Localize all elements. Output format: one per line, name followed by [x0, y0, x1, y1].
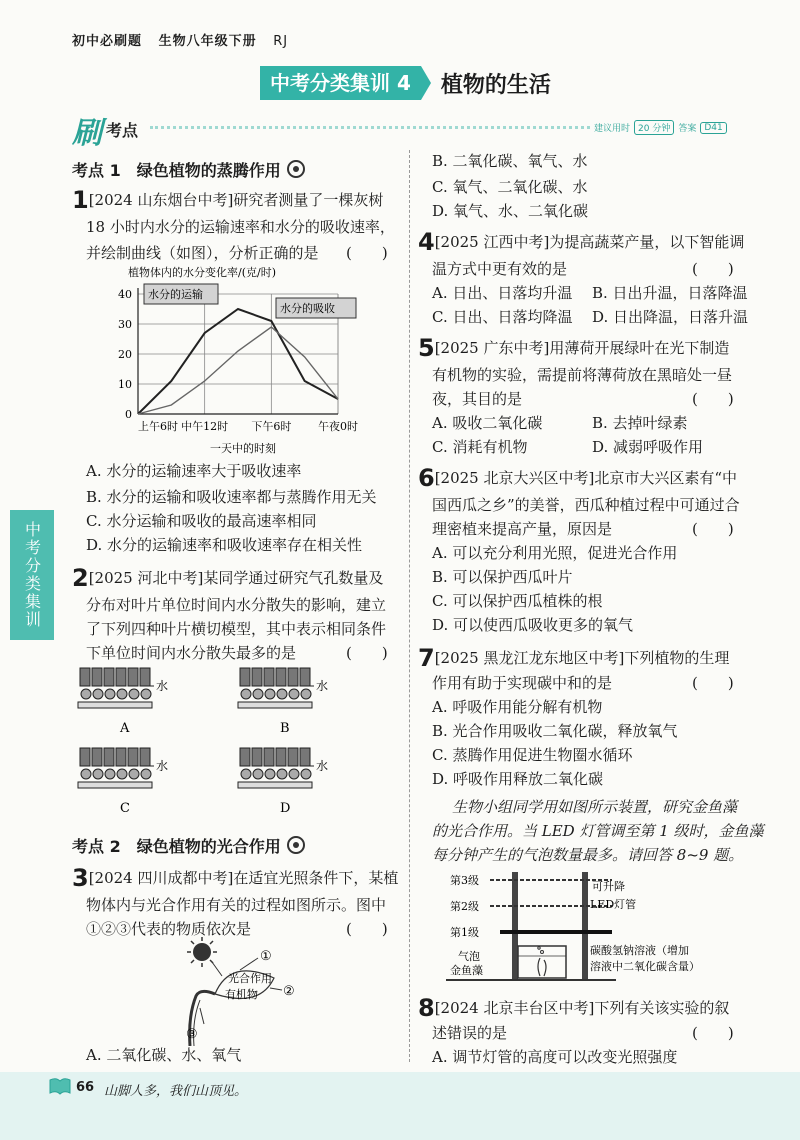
column-divider: [409, 150, 410, 1062]
q7-option-a[interactable]: A. 呼吸作用能分解有机物: [432, 698, 603, 716]
q2-line-3: 了下列四种叶片横切模型，其中表示相同条件: [86, 620, 387, 638]
q3-photosynthesis-diagram: [170, 936, 310, 1046]
palisade-cell: [140, 748, 150, 766]
time-info: [594, 120, 727, 135]
process-label: 光合作用: [228, 972, 272, 985]
spongy-cell: [81, 769, 91, 779]
chart-xlabel: 一天中的时刻: [210, 442, 276, 455]
legend-label-2: 水分的吸收: [280, 302, 335, 315]
q6-option-a[interactable]: A. 可以充分利用光照，促进光合作用: [432, 544, 678, 562]
q3-line-3: ①②③代表的物质依次是: [86, 920, 252, 938]
spongy-cell: [117, 769, 127, 779]
q4-number: 4: [418, 228, 435, 256]
spongy-cell: [117, 689, 127, 699]
palisade-cell: [116, 748, 126, 766]
lower-epidermis: [238, 702, 312, 708]
palisade-cell: [128, 668, 138, 686]
lower-epidermis: [78, 782, 152, 788]
q8-line-1: [418, 996, 729, 1020]
q4-option-b[interactable]: B. 日出升温，日落降温: [592, 284, 748, 302]
plant-label: 金鱼藻: [450, 964, 483, 977]
kaodian-label: 考点: [106, 121, 139, 140]
q2-line-2: 分布对叶片单位时间内水分散失的影响，建立: [86, 596, 387, 614]
q6-option-b[interactable]: B. 可以保护西瓜叶片: [432, 568, 573, 586]
q2-leaf-models: [74, 664, 404, 824]
palisade-cell: [300, 668, 310, 686]
bubble-icon: [541, 951, 544, 954]
q8-line-2: 述错误的是: [432, 1024, 508, 1042]
q5-option-b[interactable]: B. 去掉叶绿素: [592, 414, 688, 432]
palisade-cell: [288, 748, 298, 766]
answer-page: D41: [700, 122, 726, 134]
solution-label-1: 碳酸氢钠溶液（增加: [590, 944, 689, 957]
spongy-cell: [265, 769, 275, 779]
time-value: 20 分钟: [634, 120, 674, 135]
header: [72, 30, 288, 49]
bubble-icon: [538, 947, 540, 949]
leaf-model-D: [238, 748, 328, 816]
q1-option-a[interactable]: A. 水分的运输速率大于吸收速率: [86, 462, 302, 480]
water-label: 水: [316, 759, 329, 773]
section-1-title: 考点 1 绿色植物的蒸腾作用: [72, 161, 281, 180]
palisade-cell: [252, 748, 262, 766]
time-label: 建议用时: [594, 124, 631, 134]
x-tick-label: 下午6时: [251, 420, 292, 433]
q4-answer-paren[interactable]: ( ): [692, 260, 734, 278]
q5-option-a[interactable]: A. 吸收二氧化碳: [432, 414, 543, 432]
q4-line-1: [418, 230, 744, 254]
q1-text-1: [2024 山东烟台中考]研究者测量了一棵灰树: [88, 191, 384, 209]
palisade-cell: [276, 748, 286, 766]
lower-epidermis: [78, 702, 152, 708]
palisade-cell: [104, 668, 114, 686]
palisade-cell: [116, 668, 126, 686]
y-tick-label: 0: [125, 408, 132, 421]
q8-option-a[interactable]: A. 调节灯管的高度可以改变光照强度: [432, 1048, 678, 1066]
page-number: 66: [76, 1080, 95, 1095]
q6-line-3: 理密植来提高产量，原因是: [432, 520, 613, 538]
palisade-cell: [104, 748, 114, 766]
spongy-cell: [301, 769, 311, 779]
chapter-title: [260, 66, 551, 100]
lower-epidermis: [238, 782, 312, 788]
q6-text-1: [2025 北京大兴区中考]北京市大兴区素有“中: [434, 469, 738, 487]
section-2-heading: [72, 834, 305, 857]
palisade-cell: [92, 748, 102, 766]
q8-answer-paren[interactable]: ( ): [692, 1024, 734, 1042]
spongy-cell: [93, 769, 103, 779]
spongy-cell: [253, 689, 263, 699]
q5-line-3: 夜，其目的是: [432, 390, 523, 408]
palisade-cell: [252, 668, 262, 686]
q1-option-d[interactable]: D. 水分的运输速率和吸收速率存在相关性: [86, 536, 363, 554]
q3-number: 3: [72, 864, 89, 892]
q1-line-1: [72, 188, 383, 212]
chart-title: 植物体内的水分变化率/(克/时): [128, 266, 276, 279]
q1-chart: [110, 262, 370, 462]
q7-line-2: 作用有助于实现碳中和的是: [432, 674, 613, 692]
q5-line-1: [418, 336, 729, 360]
spongy-cell: [289, 689, 299, 699]
palisade-cell: [240, 748, 250, 766]
spongy-cell: [93, 689, 103, 699]
q7-line-1: [418, 646, 729, 670]
q7-number: 7: [418, 644, 435, 672]
q3-answer-paren[interactable]: ( ): [346, 920, 388, 938]
q3-option-d[interactable]: D. 氧气、水、二氧化碳: [432, 202, 589, 220]
q3-text-1: [2024 四川成都中考]在适宜光照条件下，某植: [88, 869, 399, 887]
label-2: ②: [283, 984, 295, 999]
palisade-cell: [80, 668, 90, 686]
level-2-label: 第2级: [450, 900, 479, 913]
q2-line-4: 下单位时间内水分散失最多的是: [86, 644, 297, 662]
q5-text-1: [2025 广东中考]用薄荷开展绿叶在光下制造: [434, 339, 730, 357]
led-label: LED灯管: [590, 898, 637, 911]
palisade-cell: [264, 668, 274, 686]
spongy-cell: [289, 769, 299, 779]
q7-answer-paren[interactable]: ( ): [692, 674, 734, 692]
q7-option-d[interactable]: D. 呼吸作用释放二氧化碳: [432, 770, 604, 788]
liftable-label: 可升降: [592, 880, 625, 893]
label-3: ③: [186, 1027, 198, 1042]
palisade-cell: [288, 668, 298, 686]
q5-answer-paren[interactable]: ( ): [692, 390, 734, 408]
spongy-cell: [241, 689, 251, 699]
palisade-cell: [140, 668, 150, 686]
palisade-cell: [80, 748, 90, 766]
leaf-model-A: [78, 668, 168, 736]
right-pole: [582, 872, 588, 980]
spongy-cell: [105, 689, 115, 699]
q6-option-d[interactable]: D. 可以使西瓜吸收更多的氧气: [432, 616, 634, 634]
badge-arrow: [421, 66, 431, 100]
q3-option-b[interactable]: B. 二氧化碳、氧气、水: [432, 152, 588, 170]
apparatus-diagram: [440, 868, 760, 988]
choice-label: B: [280, 721, 290, 736]
q3-option-c[interactable]: C. 氧气、二氧化碳、水: [432, 178, 588, 196]
q1-option-b[interactable]: B. 水分的运输和吸收速率都与蒸腾作用无关: [86, 488, 377, 506]
y-tick-label: 30: [118, 318, 132, 331]
q1-answer-paren[interactable]: ( ): [346, 244, 388, 262]
section-1-heading: [72, 158, 305, 181]
q8-number: 8: [418, 994, 435, 1022]
q5-option-c[interactable]: C. 消耗有机物: [432, 438, 528, 456]
q5-option-d[interactable]: D. 减弱呼吸作用: [592, 438, 704, 456]
side-tab: 中考分类集训: [10, 510, 54, 640]
water-label: 水: [156, 759, 169, 773]
target-icon: [287, 160, 305, 178]
left-pole: [512, 872, 518, 980]
q7-text-1: [2025 黑龙江龙东地区中考]下列植物的生理: [434, 649, 730, 667]
water-label: 水: [156, 679, 169, 693]
spongy-cell: [81, 689, 91, 699]
palisade-cell: [128, 748, 138, 766]
y-tick-label: 10: [118, 378, 132, 391]
edition: RJ: [273, 34, 289, 49]
spongy-cell: [301, 689, 311, 699]
product-label: 有机物: [225, 988, 258, 1001]
q7-option-b[interactable]: B. 光合作用吸收二氧化碳，释放氧气: [432, 722, 678, 740]
x-tick-label: 午夜0时: [318, 420, 358, 433]
spongy-cell: [265, 689, 275, 699]
q6-number: 6: [418, 464, 435, 492]
x-tick-label: 中午12时: [181, 420, 229, 433]
chart-series: [138, 309, 338, 414]
q1-number: 1: [72, 186, 89, 214]
label-1: ①: [260, 949, 272, 964]
spongy-cell: [105, 769, 115, 779]
spongy-cell: [277, 689, 287, 699]
q5-number: 5: [418, 334, 435, 362]
q4-text-1: [2025 江西中考]为提高蔬菜产量，以下智能调: [434, 233, 745, 251]
leaf-model-C: [78, 748, 168, 816]
book-icon: [48, 1076, 72, 1096]
choice-label: C: [120, 801, 130, 816]
plant-icon: [538, 958, 546, 976]
x-tick-label: 上午6时: [138, 420, 178, 433]
q2-line-1: [72, 566, 383, 590]
spongy-cell: [141, 769, 151, 779]
footer-slogan: 山脚人多，我们山顶见。: [104, 1084, 248, 1099]
dotted-divider: [150, 126, 590, 129]
spongy-cell: [277, 769, 287, 779]
series-line-2: [138, 327, 338, 414]
q3-option-a[interactable]: A. 二氧化碳、水、氧气: [86, 1046, 242, 1064]
q7-option-c[interactable]: C. 蒸腾作用促进生物圈水循环: [432, 746, 633, 764]
y-tick-label: 40: [118, 288, 132, 301]
q4-option-d[interactable]: D. 日出降温，日落升温: [592, 308, 749, 326]
level-3-label: 第3级: [450, 874, 479, 887]
bubble-label: 气泡: [458, 950, 480, 963]
chapter-badge: 中考分类集训 4: [260, 66, 421, 100]
spongy-cell: [141, 689, 151, 699]
subject-name: 生物八年级下册: [158, 34, 257, 49]
q8-text-1: [2024 北京丰台区中考]下列有关该实验的叙: [434, 999, 730, 1017]
intro-line-3: 每分钟产生的气泡数量最多。请回答 8~9 题。: [432, 846, 744, 864]
answer-label: 答案: [678, 124, 697, 134]
intro-line-1: 生物小组同学用如图所示装置，研究金鱼藻: [452, 798, 738, 816]
choice-label: A: [120, 721, 130, 736]
q6-line-1: [418, 466, 737, 490]
q1-line-2: 18 小时内水分的运输速率和水分的吸收速率，: [86, 218, 395, 236]
target-icon: [287, 836, 305, 854]
choice-label: D: [280, 801, 291, 816]
spongy-cell: [129, 689, 139, 699]
palisade-cell: [92, 668, 102, 686]
brush-logo: 刷: [72, 116, 102, 151]
spongy-cell: [129, 769, 139, 779]
q5-line-2: 有机物的实验，需提前将薄荷放在黑暗处一昼: [432, 366, 733, 384]
q2-answer-paren[interactable]: ( ): [346, 644, 388, 662]
spongy-cell: [253, 769, 263, 779]
water-label: 水: [316, 679, 329, 693]
palisade-cell: [264, 748, 274, 766]
chapter-name: 植物的生活: [440, 71, 551, 98]
q1-option-c[interactable]: C. 水分运输和吸收的最高速率相同: [86, 512, 317, 530]
q3-line-2: 物体内与光合作用有关的过程如图所示。图中: [86, 896, 387, 914]
palisade-cell: [300, 748, 310, 766]
palisade-cell: [240, 668, 250, 686]
q2-text-1: [2025 河北中考]某同学通过研究气孔数量及: [88, 569, 384, 587]
q4-line-2: 温方式中更有效的是: [432, 260, 568, 278]
intro-line-2: 的光合作用。当 LED 灯管调至第 1 级时，金鱼藻: [432, 822, 764, 840]
solution-label-2: 溶液中二氧化碳含量）: [590, 960, 700, 973]
q6-line-2: 国西瓜之乡”的美誉，西瓜种植过程中可通过合: [432, 496, 740, 514]
q1-line-3: 并绘制曲线（如图），分析正确的是: [86, 244, 319, 262]
palisade-cell: [276, 668, 286, 686]
spongy-cell: [241, 769, 251, 779]
legend-label-1: 水分的运输: [148, 288, 203, 301]
q4-option-a[interactable]: A. 日出、日落均升温: [432, 284, 573, 302]
series-name: 初中必刷题: [72, 34, 143, 49]
q4-option-c[interactable]: C. 日出、日落均降温: [432, 308, 573, 326]
y-tick-label: 20: [118, 348, 132, 361]
leaf-model-B: [238, 668, 328, 736]
q3-line-1: [72, 866, 398, 890]
level-1-label: 第1级: [450, 926, 479, 939]
q6-answer-paren[interactable]: ( ): [692, 520, 734, 538]
q6-option-c[interactable]: C. 可以保护西瓜植株的根: [432, 592, 603, 610]
q2-number: 2: [72, 564, 89, 592]
section-2-title: 考点 2 绿色植物的光合作用: [72, 837, 281, 856]
